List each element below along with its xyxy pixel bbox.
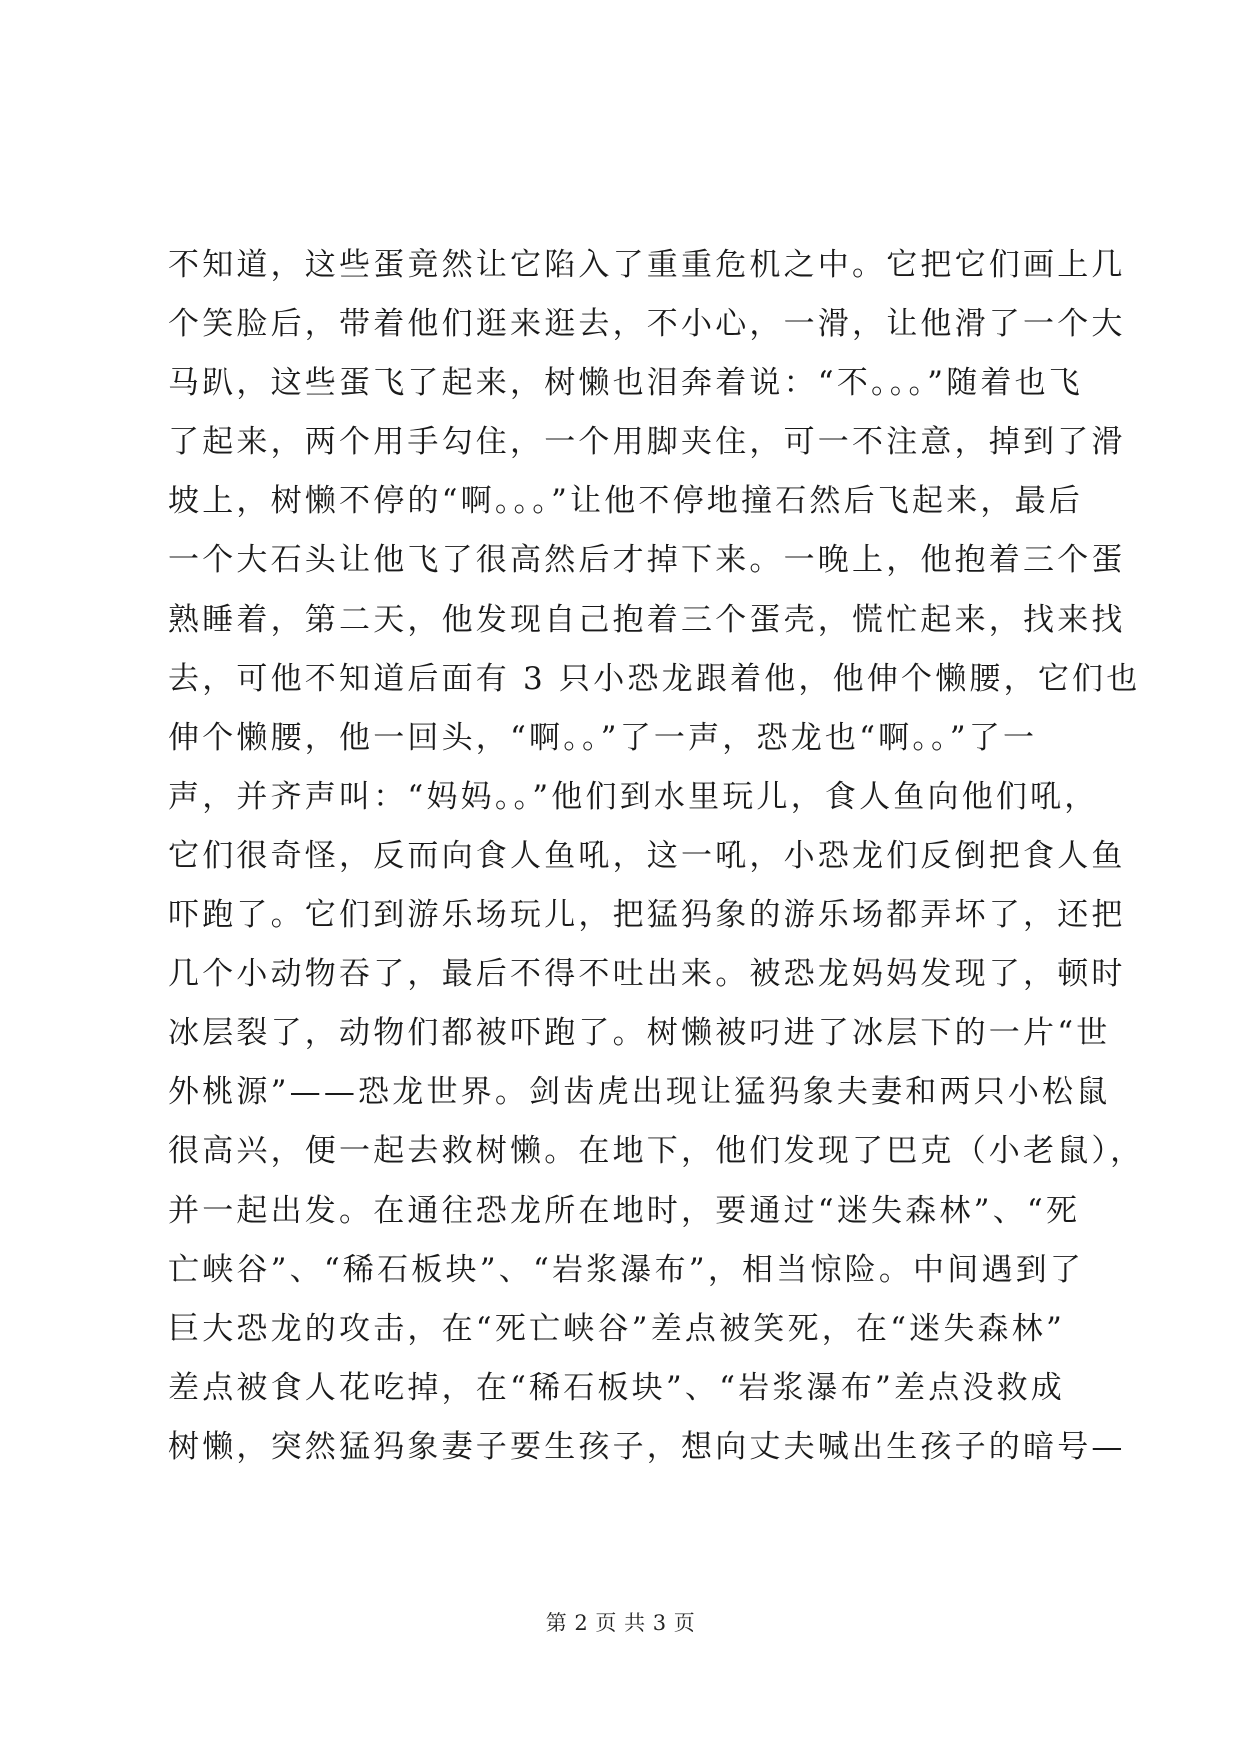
text-line: 声，并齐声叫：“妈妈。。”他们到水里玩儿，食人鱼向他们吼，	[168, 778, 1099, 815]
text-line: 巨大恐龙的攻击，在“死亡峡谷”差点被笑死，在“迷失森林”	[168, 1310, 1065, 1347]
text-line: 伸个懒腰，他一回头，“啊。。”了一声，恐龙也“啊。。”了一	[168, 719, 1038, 756]
text-line: 不知道，这些蛋竟然让它陷入了重重危机之中。它把它们画上几	[168, 247, 1126, 283]
text-line: 差点被食人花吃掉，在“稀石板块”、“岩浆瀑布”差点没救成	[168, 1369, 1065, 1406]
text-line: 吓跑了。它们到游乐场玩儿，把猛犸象的游乐场都弄坏了，还把	[168, 897, 1126, 934]
body-text	[168, 236, 1145, 1477]
text-line: 并一起出发。在通往恐龙所在地时，要通过“迷失森林”、“死	[168, 1192, 1081, 1229]
text-line: 很高兴，便一起去救树懒。在地下，他们发现了巴克（小老鼠），	[168, 1133, 1145, 1170]
text-line: 冰层裂了，动物们都被吓跑了。树懒被叼进了冰层下的一片“世	[168, 1015, 1111, 1052]
text-line: 熟睡着，第二天，他发现自己抱着三个蛋壳，慌忙起来，找来找	[168, 601, 1126, 638]
page-footer	[0, 1608, 1241, 1638]
text-line: 去，可他不知道后面有 3 只小恐龙跟着他，他伸个懒腰，它们也	[168, 660, 1141, 697]
text-line: 一个大石头让他飞了很高然后才掉下来。一晚上，他抱着三个蛋	[168, 542, 1126, 579]
text-line: 亡峡谷”、“稀石板块”、“岩浆瀑布”，相当惊险。中间遇到了	[168, 1251, 1085, 1288]
text-line: 个笑脸后，带着他们逛来逛去，不小心，一滑，让他滑了一个大	[168, 306, 1126, 343]
page-number-label: 第 2 页 共 3 页	[545, 1611, 696, 1635]
text-line: 它们很奇怪，反而向食人鱼吼，这一吼，小恐龙们反倒把食人鱼	[168, 837, 1126, 874]
text-line: 马趴，这些蛋飞了起来，树懒也泪奔着说：“不。。。”随着也飞	[168, 365, 1083, 402]
text-line: 了起来，两个用手勾住，一个用脚夹住，可一不注意，掉到了滑	[168, 424, 1126, 461]
text-line: 树懒，突然猛犸象妻子要生孩子，想向丈夫喊出生孩子的暗号—	[168, 1428, 1126, 1465]
text-line: 几个小动物吞了，最后不得不吐出来。被恐龙妈妈发现了，顿时	[168, 956, 1126, 993]
text-line: 坡上，树懒不停的“啊。。。”让他不停地撞石然后飞起来，最后	[168, 483, 1083, 520]
text-line: 外桃源”——恐龙世界。剑齿虎出现让猛犸象夫妻和两只小松鼠	[168, 1074, 1111, 1111]
